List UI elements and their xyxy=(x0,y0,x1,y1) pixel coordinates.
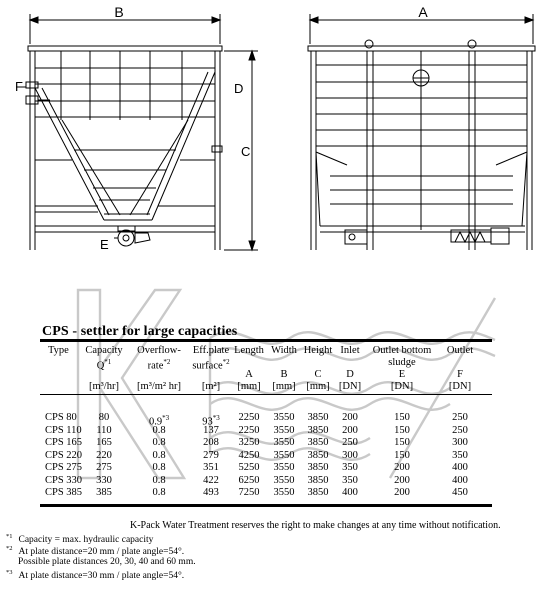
cell-surface xyxy=(186,462,236,474)
cell-capacity-value: 165 xyxy=(96,437,112,448)
side-view xyxy=(16,14,258,250)
cell-outlet xyxy=(440,487,480,499)
cell-surface-value: 279 xyxy=(203,449,219,461)
cell-height-value: 3850 xyxy=(307,424,329,436)
cell-outlet-value: 250 xyxy=(452,412,468,423)
cell-length xyxy=(230,487,268,499)
cell-length xyxy=(230,412,268,424)
header-height-c: C xyxy=(314,369,322,380)
cell-height xyxy=(300,412,336,424)
cell-inlet xyxy=(335,412,365,424)
header-sludge: Outlet bottom xyxy=(372,345,432,356)
header-capacity-unit: [m³/hr] xyxy=(89,381,119,392)
cell-height-value: 3850 xyxy=(307,474,329,486)
cell-width-value: 3550 xyxy=(273,412,295,423)
cell-sludge xyxy=(364,412,440,424)
cell-length-value: 2250 xyxy=(238,424,260,436)
cell-height-value: 3850 xyxy=(307,449,329,461)
cell-overflow xyxy=(130,450,188,462)
header-outlet-f: F xyxy=(457,369,463,380)
cell-type xyxy=(45,462,85,474)
footnote-1: $^{*1}$ Capacity = max. hydraulic capacity xyxy=(6,533,154,546)
cell-surface-value: 351 xyxy=(203,462,219,473)
cell-type-value: CPS 165 xyxy=(45,437,83,448)
header-inlet: Inlet xyxy=(340,345,360,356)
cell-width xyxy=(266,487,302,499)
cell-capacity-value: 385 xyxy=(96,487,112,498)
table-rule-header xyxy=(40,394,492,395)
header-capacity: Capacity xyxy=(85,345,123,356)
cell-type xyxy=(45,450,85,462)
cell-width xyxy=(266,437,302,449)
cell-type xyxy=(45,412,85,424)
cell-width-value: 3550 xyxy=(273,449,295,461)
cell-length-value: 5250 xyxy=(238,462,260,473)
cell-sludge-value: 200 xyxy=(394,487,410,498)
header-width: Width xyxy=(271,345,297,356)
cell-length-value: 7250 xyxy=(238,487,260,498)
cell-length xyxy=(230,462,268,474)
cell-outlet xyxy=(440,450,480,462)
cell-width xyxy=(266,462,302,474)
cell-surface xyxy=(186,475,236,487)
header-surface-2: surface$^{*2}$ xyxy=(192,358,230,372)
cell-height xyxy=(300,475,336,487)
cell-inlet xyxy=(335,437,365,449)
cell-surface-footnote-mark: *3 xyxy=(212,414,220,422)
cell-capacity xyxy=(80,475,128,487)
cell-sludge-value: 200 xyxy=(394,474,410,486)
cell-overflow-value: 0.8 xyxy=(152,487,166,498)
cell-type xyxy=(45,425,85,437)
cell-surface-value: 93 xyxy=(202,416,213,428)
cell-capacity-value: 110 xyxy=(96,424,112,436)
header-overflow-unit: [m³/m² hr] xyxy=(137,381,181,392)
cell-height xyxy=(300,462,336,474)
header-inlet-unit: [DN] xyxy=(338,381,362,392)
header-sludge-2: sludge xyxy=(388,357,416,368)
cell-sludge xyxy=(364,462,440,474)
cell-type-value: CPS 330 xyxy=(45,474,83,486)
cell-capacity-value: 220 xyxy=(96,449,112,461)
cell-outlet xyxy=(440,475,480,487)
cell-width-value: 3550 xyxy=(273,474,295,486)
table-rule-top xyxy=(40,339,492,342)
cell-outlet-value: 450 xyxy=(452,487,468,498)
cell-surface-value: 422 xyxy=(203,474,219,486)
header-width-unit: [mm] xyxy=(272,381,296,392)
footnote-2: $^{*2}$ At plate distance=20 mm / plate angle=54°. xyxy=(6,545,185,558)
cell-surface-value: 137 xyxy=(203,424,219,436)
cell-inlet-value: 350 xyxy=(342,474,358,486)
cell-outlet xyxy=(440,412,480,424)
cell-length-value: 6250 xyxy=(238,474,260,486)
cell-capacity xyxy=(80,462,128,474)
cell-length-value: 4250 xyxy=(238,449,260,461)
cell-capacity-value: 330 xyxy=(96,474,112,486)
cell-type xyxy=(45,437,85,449)
cell-height xyxy=(300,437,336,449)
cell-type-value: CPS 275 xyxy=(45,462,83,473)
cell-inlet xyxy=(335,462,365,474)
cell-overflow xyxy=(130,475,188,487)
header-height: Height xyxy=(303,345,333,356)
dim-label-f: F xyxy=(15,79,23,94)
cell-surface xyxy=(186,487,236,499)
cell-height-value: 3850 xyxy=(307,462,329,473)
cell-outlet-value: 400 xyxy=(452,462,468,473)
cell-length xyxy=(230,437,268,449)
cell-overflow xyxy=(130,437,188,449)
cell-width xyxy=(266,425,302,437)
cell-surface xyxy=(186,437,236,449)
cell-sludge-value: 150 xyxy=(394,424,410,436)
cell-length xyxy=(230,450,268,462)
cell-sludge xyxy=(364,437,440,449)
header-height-unit: [mm] xyxy=(306,381,330,392)
header-outlet: Outlet xyxy=(446,345,474,356)
cell-surface xyxy=(186,450,236,462)
cell-inlet-value: 250 xyxy=(342,437,358,448)
header-surface-unit: [m²] xyxy=(201,381,221,392)
cell-capacity xyxy=(80,487,128,499)
cell-capacity xyxy=(80,425,128,437)
header-length-a: A xyxy=(245,369,253,380)
cell-type-value: CPS 80 xyxy=(45,412,77,423)
header-surface: Eff.plate xyxy=(192,345,230,356)
disclaimer-notice: K-Pack Water Treatment reserves the right to make changes at any time without notification. xyxy=(130,520,501,531)
cell-type-value: CPS 385 xyxy=(45,487,83,498)
cell-height-value: 3850 xyxy=(307,437,329,448)
cell-inlet xyxy=(335,487,365,499)
cell-inlet-value: 400 xyxy=(342,487,358,498)
cell-type xyxy=(45,475,85,487)
table-title: CPS - settler for large capacities xyxy=(42,324,238,339)
header-length-unit: [mm] xyxy=(237,381,261,392)
cell-width-value: 3550 xyxy=(273,462,295,473)
cell-outlet-value: 400 xyxy=(452,474,468,486)
cell-width-value: 3550 xyxy=(273,424,295,436)
cell-overflow-value: 0.8 xyxy=(152,474,166,486)
header-inlet-d: D xyxy=(346,369,354,380)
cell-sludge xyxy=(364,450,440,462)
header-width-b: B xyxy=(280,369,288,380)
cell-height xyxy=(300,487,336,499)
cell-outlet xyxy=(440,437,480,449)
cell-inlet-value: 350 xyxy=(342,462,358,473)
header-overflow: Overflow- xyxy=(137,345,181,356)
cell-overflow xyxy=(130,425,188,437)
cell-height xyxy=(300,425,336,437)
footnote-3: $^{*3}$ At plate distance=30 mm / plate angle=54°. xyxy=(6,569,185,582)
header-sludge-e: E xyxy=(398,369,406,380)
cell-sludge-value: 150 xyxy=(394,412,410,423)
cell-overflow-value: 0.8 xyxy=(152,424,166,436)
cell-outlet-value: 250 xyxy=(452,424,468,436)
header-capacity-q: $Q^{*1}$ xyxy=(96,358,112,372)
cell-sludge xyxy=(364,425,440,437)
cell-type-value: CPS 220 xyxy=(45,449,83,461)
cell-length xyxy=(230,475,268,487)
cell-length xyxy=(230,425,268,437)
cell-surface xyxy=(186,425,236,437)
cell-height xyxy=(300,450,336,462)
header-sludge-unit: [DN] xyxy=(390,381,414,392)
cell-capacity xyxy=(80,412,128,424)
cell-overflow xyxy=(130,487,188,499)
cell-width-value: 3550 xyxy=(273,487,295,498)
cell-height-value: 3850 xyxy=(307,412,329,423)
cell-outlet xyxy=(440,462,480,474)
cell-overflow-value: 0.9 xyxy=(148,416,163,428)
cell-inlet-value: 200 xyxy=(342,412,358,423)
cell-outlet-value: 350 xyxy=(452,449,468,461)
cell-sludge xyxy=(364,487,440,499)
dim-label-c: C xyxy=(241,144,251,159)
cell-sludge-value: 200 xyxy=(394,462,410,473)
cell-outlet xyxy=(440,425,480,437)
cell-inlet xyxy=(335,425,365,437)
cell-type xyxy=(45,487,85,499)
cell-capacity-value: 80 xyxy=(98,412,110,423)
dim-label-d: D xyxy=(234,81,244,96)
cell-inlet-value: 200 xyxy=(342,424,358,436)
cell-width xyxy=(266,412,302,424)
header-overflow-rate: rate$^{*2}$ xyxy=(147,358,171,372)
cell-length-value: 2250 xyxy=(238,412,260,423)
cell-overflow-value: 0.8 xyxy=(152,462,166,473)
header-type: Type xyxy=(48,345,69,356)
cell-capacity-value: 275 xyxy=(96,462,112,473)
cell-overflow xyxy=(130,462,188,474)
cell-surface-value: 208 xyxy=(203,437,219,448)
header-length: Length xyxy=(234,345,264,356)
cell-outlet-value: 300 xyxy=(452,437,468,448)
cell-sludge-value: 150 xyxy=(394,437,410,448)
dim-label-e: E xyxy=(100,237,109,252)
cell-height-value: 3850 xyxy=(307,487,329,498)
cell-overflow-footnote-mark: *3 xyxy=(162,414,170,422)
cell-sludge xyxy=(364,475,440,487)
cell-inlet xyxy=(335,475,365,487)
cell-type-value: CPS 110 xyxy=(45,424,82,436)
cell-length-value: 3250 xyxy=(238,437,260,448)
dim-label-a: A xyxy=(418,4,428,20)
cell-overflow-value: 0.8 xyxy=(152,437,166,448)
front-view xyxy=(308,14,535,250)
table-rule-bottom xyxy=(40,504,492,507)
cell-capacity xyxy=(80,437,128,449)
cell-inlet-value: 300 xyxy=(342,449,358,461)
dim-label-b: B xyxy=(114,4,124,20)
cell-surface-value: 493 xyxy=(203,487,219,498)
cell-capacity xyxy=(80,450,128,462)
cell-overflow-value: 0.8 xyxy=(152,449,166,461)
cell-width-value: 3550 xyxy=(273,437,295,448)
cell-sludge-value: 150 xyxy=(394,449,410,461)
cell-width xyxy=(266,475,302,487)
footnote-2-continued: Possible plate distances 20, 30, 40 and 60 mm. xyxy=(18,557,196,567)
cell-width xyxy=(266,450,302,462)
header-outlet-unit: [DN] xyxy=(448,381,472,392)
cell-inlet xyxy=(335,450,365,462)
